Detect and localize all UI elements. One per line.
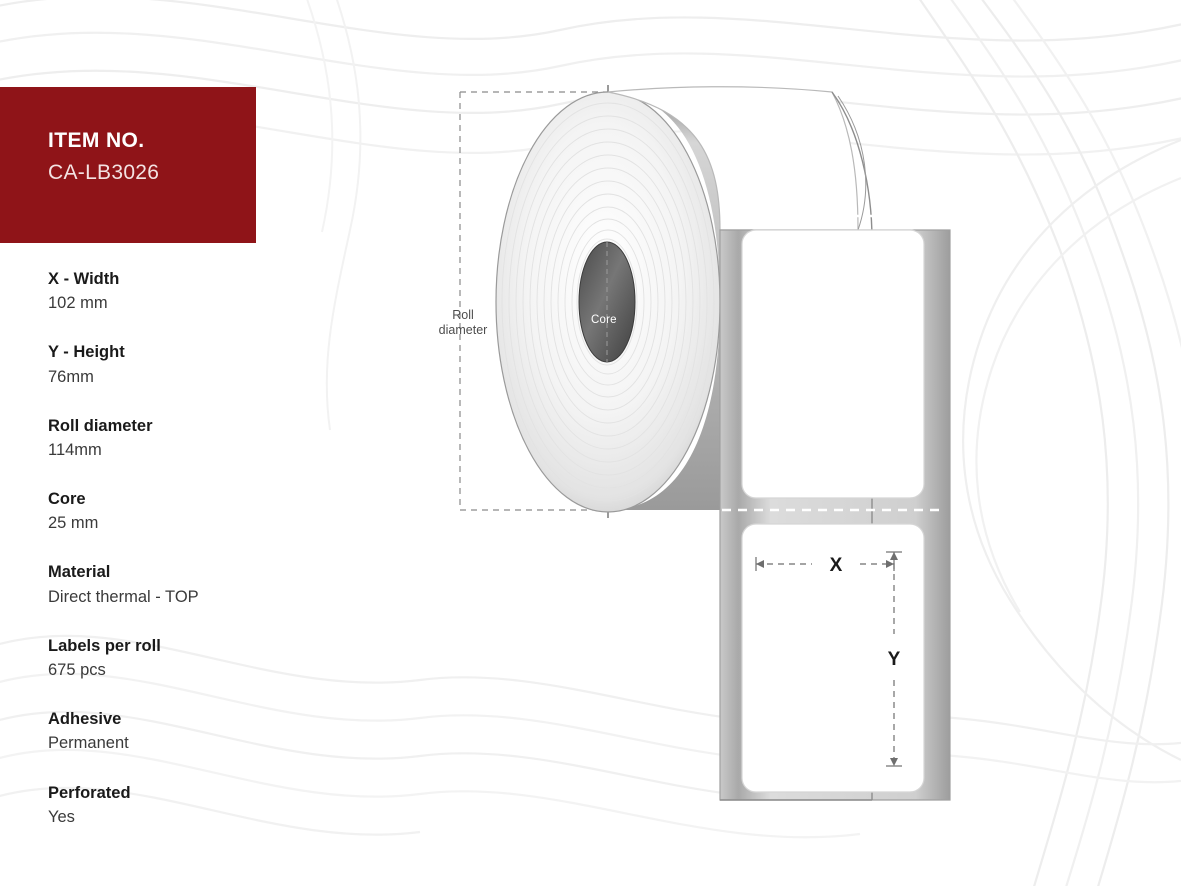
spec-label: Roll diameter (48, 416, 153, 435)
spec-value: 76mm (48, 367, 94, 386)
label-roll-drawing (420, 40, 1040, 860)
spec-value: 114mm (48, 440, 102, 459)
spec-value: 25 mm (48, 514, 99, 533)
spec-value: Permanent (48, 734, 129, 753)
item-number-badge (0, 87, 256, 243)
item-number-code: CA-LB3026 (48, 161, 160, 184)
label-roll-illustration (420, 40, 1040, 860)
spec-item-labels-per-roll (48, 635, 378, 682)
spec-item-adhesive (48, 708, 378, 755)
spec-value: Direct thermal - TOP (48, 587, 199, 606)
item-number-title: ITEM NO. (48, 129, 145, 152)
spec-label: X - Width (48, 270, 120, 288)
spec-label: Core (48, 490, 86, 509)
spec-item-perforated (48, 782, 378, 829)
spec-value: Yes (48, 807, 75, 826)
spec-label: Adhesive (48, 710, 122, 729)
spec-value: 102 mm (48, 294, 108, 313)
spec-value: 675 pcs (48, 661, 106, 680)
core-caption: Core (591, 314, 617, 326)
spec-label: Perforated (48, 783, 131, 802)
roll-diameter-caption: Roll diameter (438, 308, 488, 337)
spec-label: Labels per roll (48, 636, 161, 655)
spec-item-height (48, 341, 378, 388)
spec-label: Y - Height (48, 343, 125, 362)
spec-item-core (48, 488, 378, 535)
spec-label: Material (48, 563, 111, 582)
spec-item-roll-diameter (48, 415, 378, 462)
label-face-upper (742, 230, 924, 498)
y-dimension-label: Y (887, 649, 901, 670)
specification-list (48, 268, 378, 855)
spec-item-width (48, 268, 378, 315)
x-dimension-label: X (829, 555, 843, 576)
spec-item-material (48, 561, 378, 608)
